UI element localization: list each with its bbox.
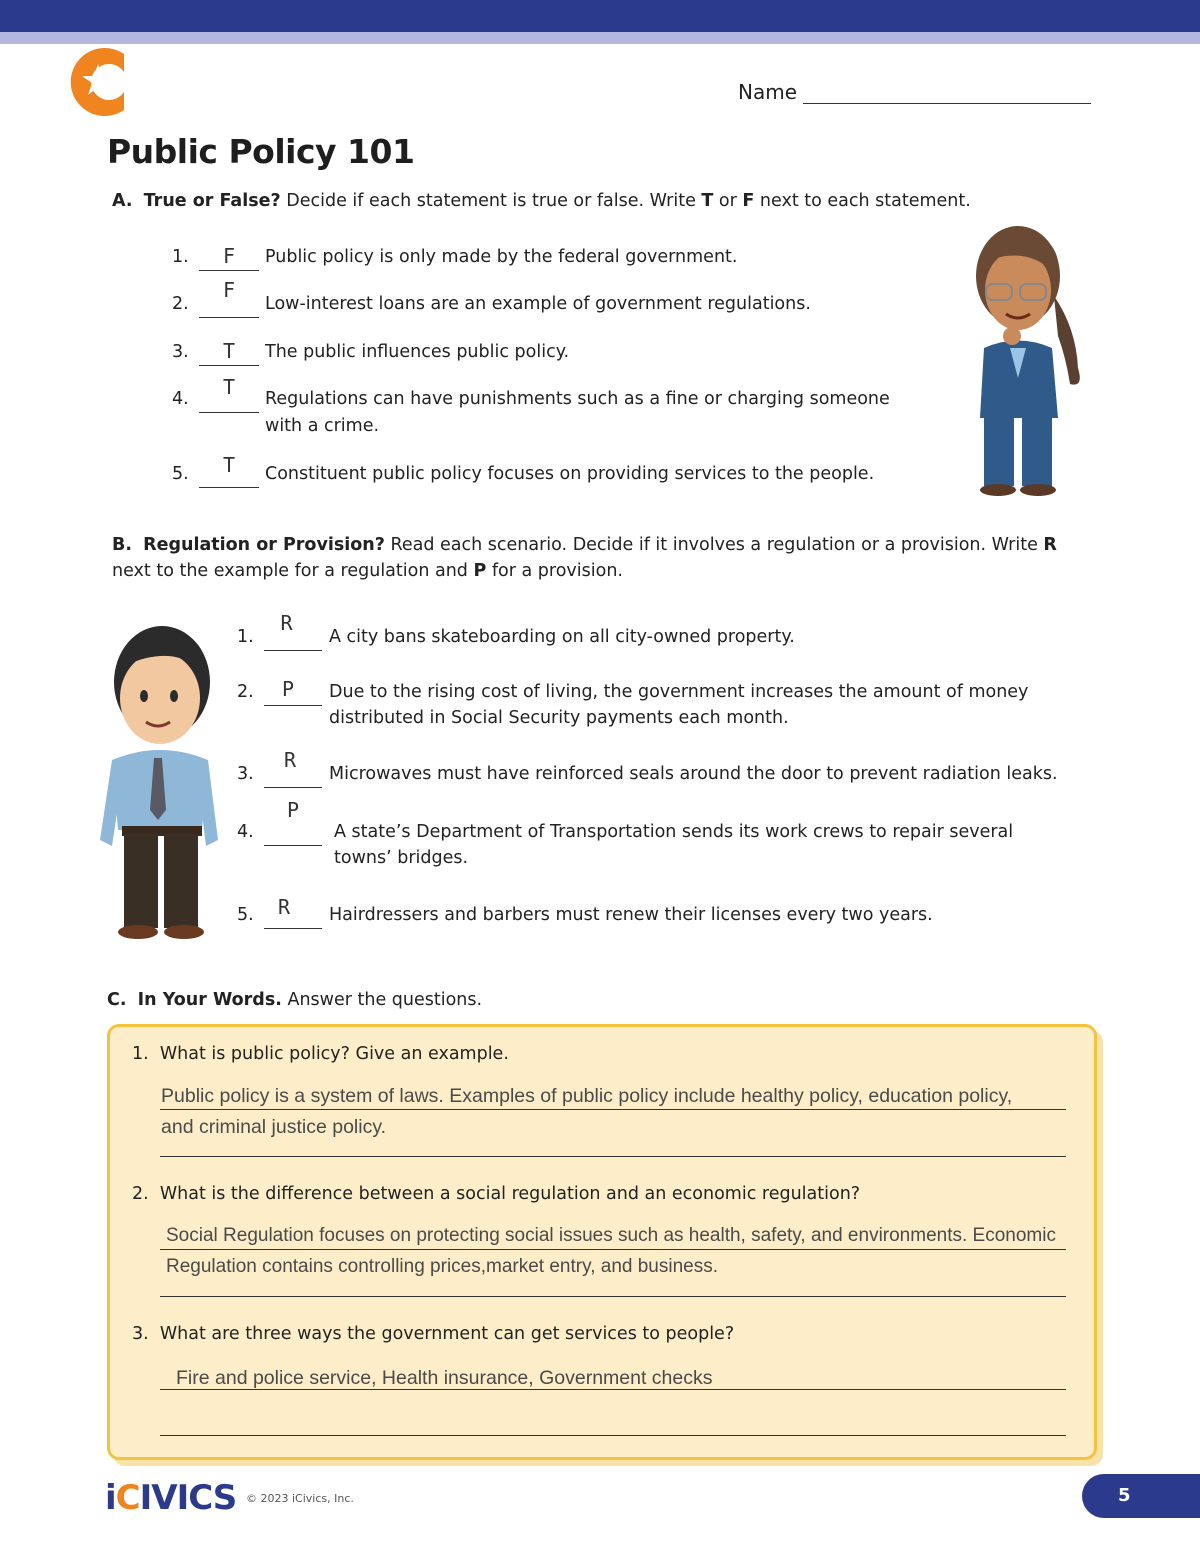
answer-line[interactable] (160, 1108, 1066, 1110)
tf-item-5: 5. T Constituent public policy focuses on providing services to the people. (172, 461, 932, 489)
answer-line[interactable] (160, 1434, 1066, 1436)
icivics-logo: iCIVICS (105, 1478, 237, 1518)
answer-handwritten: F (222, 244, 236, 268)
section-a-instructions: A. True or False? Decide if each statement is true or false. Write T or F next to each statement. (112, 191, 971, 211)
copyright: © 2023 iCivics, Inc. (246, 1492, 354, 1505)
name-label: Name (738, 80, 798, 104)
answer-line[interactable] (160, 1248, 1066, 1250)
answer-handwritten: F (222, 278, 236, 302)
name-field (738, 80, 1091, 104)
section-c-instructions: C. In Your Words. Answer the questions. (107, 990, 483, 1010)
woman-character-illustration (966, 218, 1096, 504)
answer-handwritten: Fire and police service, Health insurance, Government checks (176, 1367, 713, 1389)
answer-handwritten: R (280, 611, 293, 635)
answer-handwritten: R (277, 895, 291, 919)
rp-item-4: 4. P A state’s Department of Transportation sends its work crews to repair several towns’ bridges. (237, 798, 1014, 868)
question-2: 2. What is the difference between a social regulation and an economic regulation? (132, 1184, 861, 1204)
answer-line[interactable] (160, 1295, 1066, 1297)
answer-handwritten: T (222, 375, 236, 399)
answer-handwritten: and criminal justice policy. (161, 1116, 387, 1138)
tf-item-3: 3. T The public influences public policy. (172, 339, 932, 367)
answer-line[interactable] (160, 1155, 1066, 1157)
answer-handwritten: P (286, 798, 300, 822)
rp-item-3: 3. R Microwaves must have reinforced seals around the door to prevent radiation leaks. (237, 761, 1097, 789)
tf-item-2: 2. F Low-interest loans are an example of government regulations. (172, 291, 932, 319)
man-character-illustration (96, 610, 226, 944)
section-b-instructions: B. Regulation or Provision? Read each scenario. Decide if it involves a regulation or a provision. Write R next to the example for a regulation and P for a provision. (112, 535, 1057, 581)
answer-handwritten: T (222, 453, 236, 477)
question-3: 3. What are three ways the government can get services to people? (132, 1324, 735, 1344)
answer-handwritten: Social Regulation focuses on protecting social issues such as health, safety, and environments. Economic (166, 1225, 1056, 1246)
tf-item-1: 1. F Public policy is only made by the federal government. (172, 244, 932, 272)
page-title: Public Policy 101 (107, 132, 415, 171)
answer-blank[interactable] (264, 819, 322, 846)
page-number: 5 (1082, 1474, 1200, 1518)
name-line[interactable] (803, 81, 1091, 104)
answer-handwritten: Regulation contains controlling prices,market entry, and business. (166, 1256, 718, 1277)
answer-handwritten: R (283, 748, 297, 772)
tf-item-4: 4. T Regulations can have punishments such as a fine or charging someone with a crime. (172, 375, 890, 436)
rp-item-5: 5. R Hairdressers and barbers must renew their licenses every two years. (237, 902, 1097, 930)
answer-handwritten: Public policy is a system of laws. Examples of public policy include healthy policy, education policy, (161, 1085, 1013, 1107)
answer-handwritten: T (222, 339, 236, 363)
icivics-star-logo-icon (62, 46, 134, 118)
header-bar (0, 0, 1200, 32)
header-stripe (0, 32, 1200, 44)
answer-handwritten: P (281, 677, 295, 701)
rp-item-1: 1. R A city bans skateboarding on all city-owned property. (237, 624, 1097, 652)
question-1: 1. What is public policy? Give an example. (132, 1044, 509, 1064)
rp-item-2: 2. P Due to the rising cost of living, the government increases the amount of money distributed in Social Security payments each month. (237, 677, 1029, 728)
